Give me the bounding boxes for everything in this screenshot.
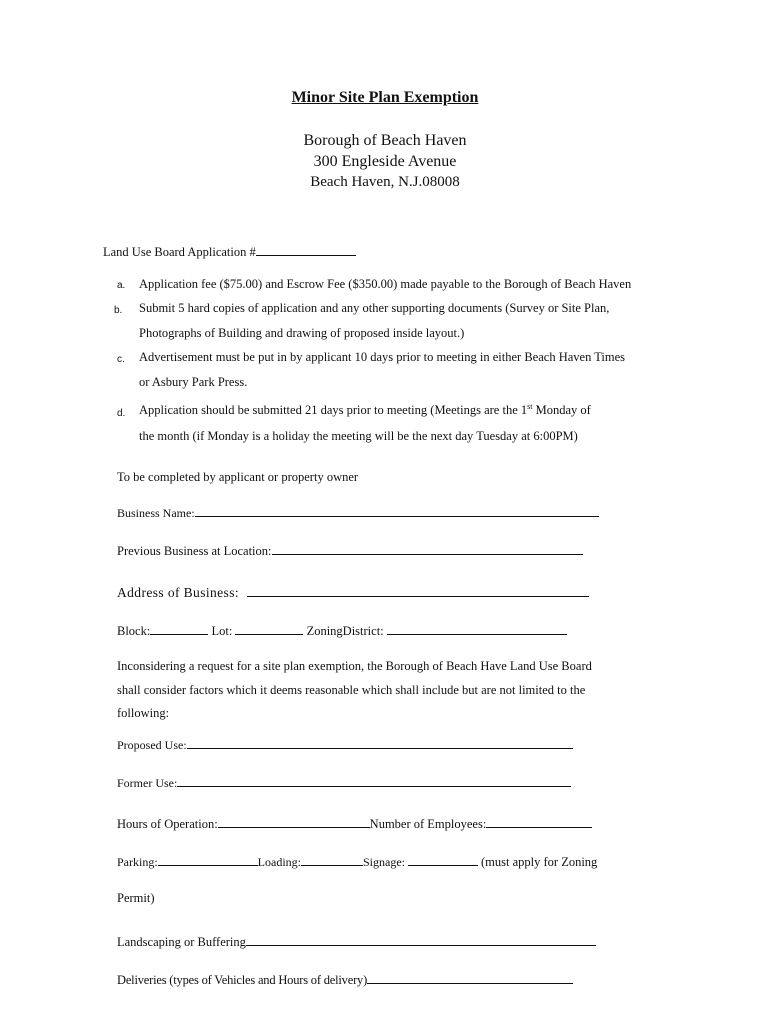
signage-field[interactable] [408,853,478,866]
hours-employees-row [117,815,592,832]
loading-field[interactable] [301,853,363,866]
parking-field[interactable] [158,853,258,866]
number-of-employees-label: Number of Employees: [369,817,487,831]
lot-field[interactable] [235,622,303,635]
application-number-row [103,243,356,260]
list-marker-a: a. [117,280,126,291]
business-name-field[interactable] [195,504,599,517]
parking-label: Parking: [117,855,158,869]
address-line-1: Borough of Beach Haven [303,132,467,149]
list-marker-b: b. [114,305,123,316]
address-of-business-row [117,584,589,601]
list-marker-c: c. [117,354,125,365]
deliveries-field[interactable] [367,971,573,984]
former-use-row [117,774,571,791]
deliveries-label: Deliveries (types of Vehicles and Hours of delivery) [117,973,368,987]
previous-business-field[interactable] [272,542,583,555]
address-of-business-label: Address of Business: [117,585,239,600]
address-of-business-field[interactable] [247,584,589,597]
address-line-3: Beach Haven, N.J.08008 [310,174,460,190]
list-item-d-text-pre: Application should be submitted 21 days prior to meeting (Meetings are the 1 [139,403,528,417]
signage-label: Signage: [363,855,405,869]
deliveries-row [117,971,573,988]
list-item-b-line-1: Submit 5 hard copies of application and any other supporting documents (Survey or Site Plan, [139,301,610,315]
list-item-d-line-2: the month (if Monday is a holiday the meeting will be the next day Tuesday at 6:00PM) [139,429,578,443]
application-number-label: Land Use Board Application # [103,245,256,259]
proposed-use-field[interactable] [187,736,573,749]
parking-loading-signage-row [117,853,597,870]
list-item-c-line-1: Advertisement must be put in by applicant 10 days prior to meeting in either Beach Haven Times [139,350,626,364]
list-item-d-superscript: st [527,401,533,411]
considerations-paragraph-line-1: Inconsidering a request for a site plan exemption, the Borough of Beach Have Land Use Board [117,659,592,673]
signage-note: (must apply for Zoning [481,855,598,869]
zoning-district-field[interactable] [387,622,567,635]
list-marker-d: d. [117,408,126,419]
block-field[interactable] [150,622,208,635]
proposed-use-label: Proposed Use: [117,738,187,752]
former-use-label: Former Use: [117,776,178,790]
business-name-row [117,504,599,521]
landscaping-field[interactable] [246,933,596,946]
application-number-field[interactable] [256,243,356,256]
address-line-2: 300 Engleside Avenue [313,153,457,170]
block-label: Block: [117,624,151,638]
considerations-paragraph-line-2: shall consider factors which it deems reasonable which shall include but are not limited to the [117,683,586,697]
list-item-d-text-post: Monday of [532,403,591,417]
zoning-district-label: ZoningDistrict: [306,624,384,638]
considerations-paragraph-line-3: following: [117,706,170,720]
hours-of-operation-label: Hours of Operation: [117,817,218,831]
list-item-a-text: Application fee ($75.00) and Escrow Fee ($350.00) made payable to the Borough of Beach Haven [139,277,632,291]
business-name-label: Business Name: [117,506,195,520]
permit-note: Permit) [117,891,155,905]
previous-business-row [117,542,583,559]
completed-by-heading: To be completed by applicant or property owner [117,470,359,484]
document-title: Minor Site Plan Exemption [291,89,479,106]
landscaping-label: Landscaping or Buffering [117,935,246,949]
landscaping-row [117,933,596,950]
former-use-field[interactable] [177,774,571,787]
number-of-employees-field[interactable] [486,815,592,828]
list-item-c-line-2: or Asbury Park Press. [139,375,248,389]
lot-label: Lot: [211,624,233,638]
list-item-b-line-2: Photographs of Building and drawing of proposed inside layout.) [139,326,465,340]
previous-business-label: Previous Business at Location: [117,544,272,558]
proposed-use-row [117,736,573,753]
list-item-d-line-1 [139,403,591,418]
hours-of-operation-field[interactable] [218,815,370,828]
loading-label: Loading: [257,855,301,869]
block-lot-zoning-row [117,622,567,639]
